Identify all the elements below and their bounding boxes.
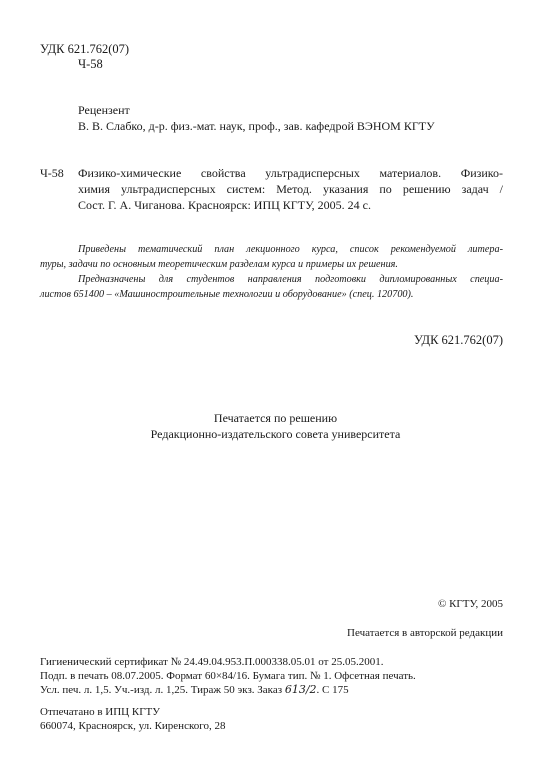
print-volume-text: Усл. печ. л. 1,5. Уч.-изд. л. 1,25. Тираж 50 экз. Заказ [40, 684, 285, 696]
abstract-line-1: Приведены тематический план лекционного курса, список рекомендуемой литера- [78, 244, 503, 255]
edition-note: Печатается в авторской редакции [347, 627, 503, 639]
reviewer-name: В. В. Слабко, д-р. физ.-мат. наук, проф., зав. кафедрой ВЭНОМ КГТУ [78, 119, 435, 133]
printer-name: Отпечатано в ИПЦ КГТУ [40, 706, 161, 718]
reviewer-label: Рецензент [78, 103, 130, 117]
abstract-line-4: листов 651400 – «Машиностроительные технологии и оборудование» (спец. 120700). [40, 289, 414, 300]
citation-code: Ч-58 [40, 166, 64, 180]
order-number-handwritten: 613/2 [284, 683, 317, 696]
printer-address: 660074, Красноярск, ул. Киренского, 28 [40, 720, 226, 732]
abstract-line-3: Предназначены для студентов направления подготовки дипломированных специа- [78, 274, 503, 285]
citation-line-3: Сост. Г. А. Чиганова. Красноярск: ИПЦ КГТУ, 2005. 24 с. [78, 198, 371, 212]
print-volume-suffix: . С 175 [316, 684, 349, 696]
citation-line-1: Физико-химические свойства ультрадисперсных материалов. Физико- [78, 166, 503, 180]
citation-line-2: химия ультрадисперсных систем: Метод. указания по решению задач / [78, 182, 503, 196]
udc-code-right: УДК 621.762(07) [413, 333, 503, 347]
approval-line-1: Печатается по решению [213, 411, 338, 425]
hygiene-certificate: Гигиенический сертификат № 24.49.04.953.П.000338.05.01 от 25.05.2001. [40, 656, 384, 668]
abstract-line-2: туры, задачи по основным теоретическим разделам курса и примеры их решения. [40, 259, 398, 270]
udc-code: УДК 621.762(07) [40, 42, 130, 56]
approval-line-2: Редакционно-издательского совета университета [150, 427, 401, 441]
copyright: © КГТУ, 2005 [437, 598, 503, 610]
print-details: Подп. в печать 08.07.2005. Формат 60×84/16. Бумага тип. № 1. Офсетная печать. [40, 670, 416, 682]
print-volume [40, 683, 349, 697]
author-mark: Ч-58 [78, 57, 103, 71]
